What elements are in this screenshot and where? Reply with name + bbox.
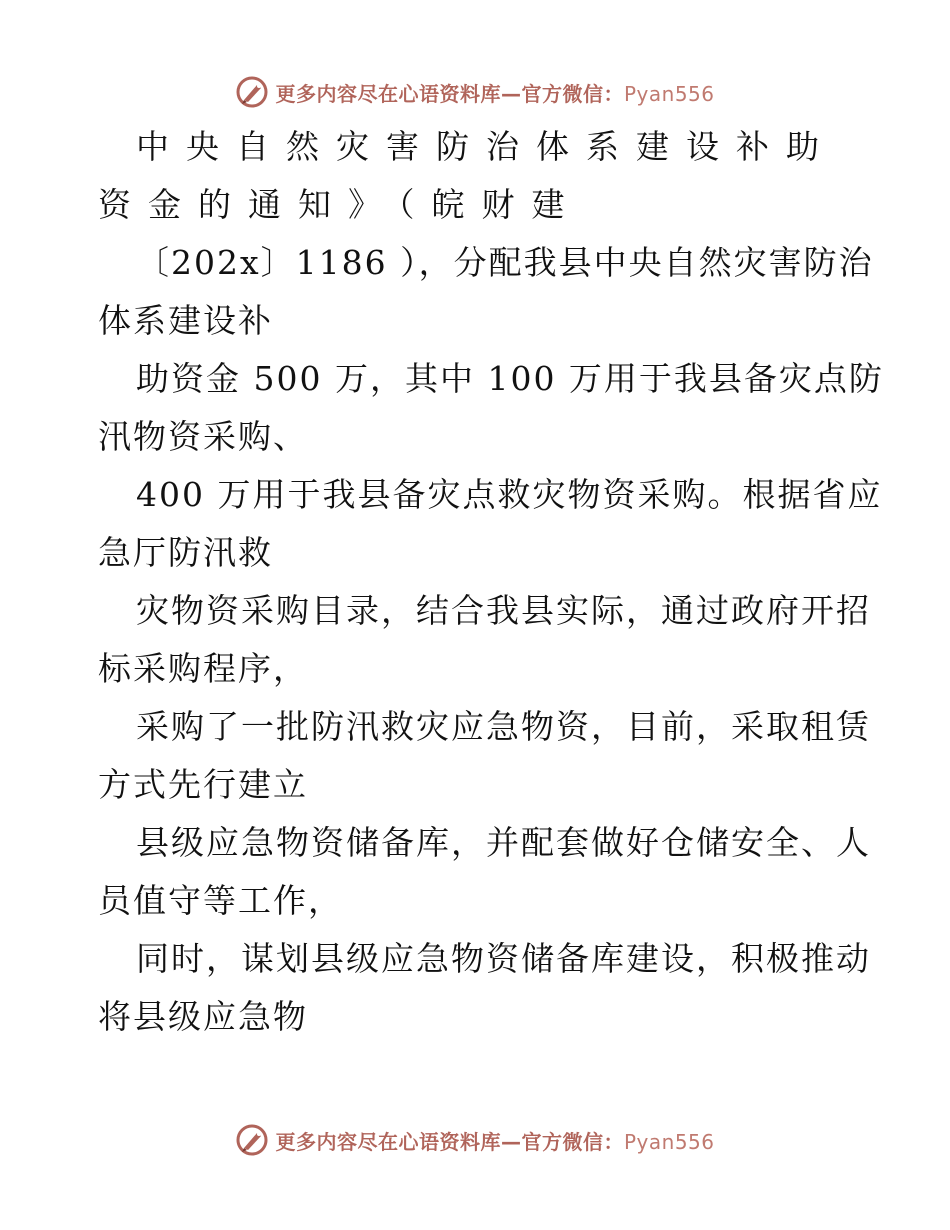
body-text-line: 县级应急物资储备库，并配套做好仓储安全、人	[136, 823, 871, 862]
body-text-line: 将县级应急物	[98, 997, 308, 1036]
body-text-line: 中央自然灾害防治体系建设补助	[136, 127, 836, 166]
footer-watermark	[0, 1120, 950, 1160]
watermark-text: 更多内容尽在心语资料库—官方微信：Pyan556	[275, 1129, 715, 1154]
header-watermark	[0, 72, 950, 112]
watermark-text: 更多内容尽在心语资料库—官方微信：Pyan556	[275, 81, 715, 106]
body-text-line: 〔202x〕1186 ），分配我县中央自然灾害防治	[136, 243, 874, 282]
document-body	[98, 118, 884, 1046]
body-text-line: 采购了一批防汛救灾应急物资，目前，采取租赁	[136, 707, 871, 746]
body-text-line: 员值守等工作，	[98, 881, 343, 920]
body-text-line: 400 万用于我县备灾点救灾物资采购。根据省应	[136, 475, 883, 514]
body-text-line: 急厅防汛救	[98, 533, 273, 572]
body-text-line: 汛物资采购、	[98, 417, 308, 456]
body-text-line: 方式先行建立	[98, 765, 308, 804]
pen-logo-icon	[235, 1123, 269, 1157]
body-text-line: 资金的通知》（皖财建	[98, 185, 582, 224]
body-text-line: 同时，谋划县级应急物资储备库建设，积极推动	[136, 939, 871, 978]
body-text-line: 助资金 500 万，其中 100 万用于我县备灾点防	[136, 359, 884, 398]
body-text-line: 灾物资采购目录，结合我县实际，通过政府开招	[136, 591, 871, 630]
pen-logo-icon	[235, 75, 269, 109]
body-text-line: 标采购程序，	[98, 649, 308, 688]
body-text-line: 体系建设补	[98, 301, 273, 340]
